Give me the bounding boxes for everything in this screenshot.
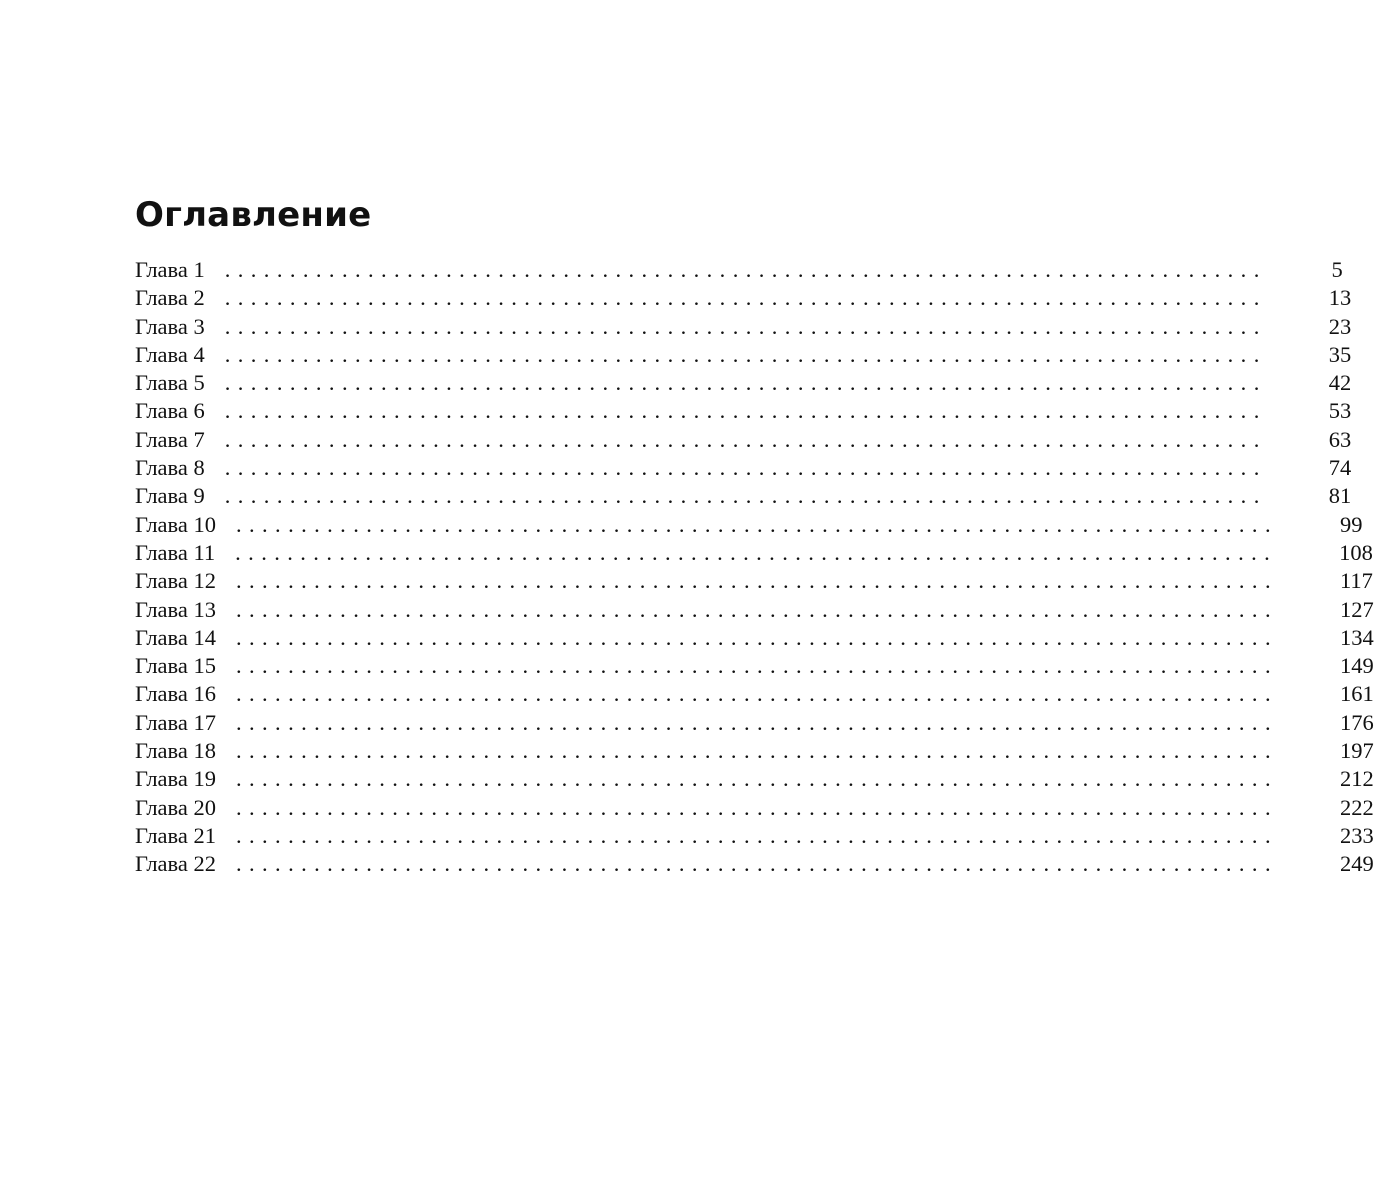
toc-entry-page-number: 117 xyxy=(1339,568,1373,594)
toc-entry-page-number: 222 xyxy=(1339,794,1374,820)
dot-leader: ................................................................................ xyxy=(235,624,1278,650)
toc-entry[interactable] xyxy=(135,341,1352,369)
toc-entry-page-number: 149 xyxy=(1339,653,1374,679)
dot-leader: ................................................................................ xyxy=(235,653,1278,679)
toc-entry-label: Глава 9 xyxy=(135,483,205,509)
toc-entry-label: Глава 3 xyxy=(135,313,205,339)
toc-entry[interactable] xyxy=(135,256,1343,284)
toc-entry[interactable] xyxy=(135,709,1374,737)
toc-entry[interactable] xyxy=(135,369,1352,397)
dot-leader: ................................................................................ xyxy=(235,681,1278,707)
toc-entry-page-number: 212 xyxy=(1339,766,1374,792)
dot-leader: ................................................................................ xyxy=(224,285,1267,311)
toc-entry-page-number: 63 xyxy=(1328,426,1352,452)
toc-entry-page-number: 108 xyxy=(1339,539,1373,565)
toc-entry[interactable] xyxy=(135,850,1374,878)
toc-entry[interactable] xyxy=(135,737,1374,765)
toc-entry[interactable] xyxy=(135,511,1363,539)
toc-entry-label: Глава 6 xyxy=(135,398,205,424)
dot-leader: ................................................................................ xyxy=(235,596,1278,622)
toc-entry-page-number: 35 xyxy=(1328,341,1352,367)
toc-entry-page-number: 23 xyxy=(1328,313,1352,339)
dot-leader: ................................................................................ xyxy=(235,511,1278,537)
toc-entry-label: Глава 20 xyxy=(135,794,216,820)
toc-entry-label: Глава 17 xyxy=(135,709,216,735)
toc-entry-page-number: 249 xyxy=(1339,851,1374,877)
toc-entry-label: Глава 5 xyxy=(135,370,205,396)
toc-entry-label: Глава 21 xyxy=(135,822,216,848)
toc-entry-label: Глава 2 xyxy=(135,285,205,311)
dot-leader: ................................................................................ xyxy=(224,483,1267,509)
dot-leader: ................................................................................ xyxy=(235,568,1278,594)
toc-entry-label: Глава 12 xyxy=(135,568,216,594)
dot-leader: ................................................................................ xyxy=(224,455,1267,481)
toc-entry[interactable] xyxy=(135,596,1374,624)
dot-leader: ................................................................................ xyxy=(235,539,1278,565)
toc-entry[interactable] xyxy=(135,454,1352,482)
dot-leader: ................................................................................ xyxy=(235,822,1278,848)
toc-entry[interactable] xyxy=(135,567,1373,595)
toc-entry-page-number: 161 xyxy=(1339,681,1374,707)
toc-entry-page-number: 197 xyxy=(1339,738,1374,764)
toc-entry-label: Глава 10 xyxy=(135,511,216,537)
dot-leader: ................................................................................ xyxy=(224,426,1267,452)
toc-entry-page-number: 99 xyxy=(1339,511,1363,537)
toc-entry[interactable] xyxy=(135,284,1352,312)
toc-entry-page-number: 74 xyxy=(1328,455,1352,481)
toc-entry-label: Глава 18 xyxy=(135,738,216,764)
toc-entry-page-number: 233 xyxy=(1339,822,1374,848)
toc-entry-page-number: 127 xyxy=(1339,596,1374,622)
dot-leader: ................................................................................ xyxy=(224,313,1267,339)
dot-leader: ................................................................................ xyxy=(224,398,1267,424)
toc-entry-label: Глава 11 xyxy=(135,539,216,565)
dot-leader: ................................................................................ xyxy=(235,709,1278,735)
toc-entry-label: Глава 7 xyxy=(135,426,205,452)
toc-entry-label: Глава 13 xyxy=(135,596,216,622)
toc-entry[interactable] xyxy=(135,539,1373,567)
toc-title: Оглавление xyxy=(135,195,372,235)
toc-entry-label: Глава 14 xyxy=(135,624,216,650)
toc-entry[interactable] xyxy=(135,680,1374,708)
dot-leader: ................................................................................ xyxy=(224,341,1267,367)
toc-entry-label: Глава 15 xyxy=(135,653,216,679)
toc-entry-page-number: 13 xyxy=(1328,285,1352,311)
toc-entry-label: Глава 4 xyxy=(135,341,205,367)
dot-leader: ................................................................................ xyxy=(235,794,1278,820)
dot-leader: ................................................................................ xyxy=(224,257,1267,282)
toc-entry-page-number: 81 xyxy=(1328,483,1352,509)
toc-list xyxy=(135,256,1374,879)
toc-entry-page-number: 53 xyxy=(1328,398,1352,424)
toc-entry[interactable] xyxy=(135,794,1374,822)
toc-entry[interactable] xyxy=(135,822,1374,850)
toc-entry-label: Глава 1 xyxy=(135,257,205,282)
toc-entry[interactable] xyxy=(135,426,1352,454)
toc-entry[interactable] xyxy=(135,397,1352,425)
toc-entry-page-number: 42 xyxy=(1328,370,1352,396)
toc-entry[interactable] xyxy=(135,624,1374,652)
toc-entry[interactable] xyxy=(135,482,1352,510)
toc-entry-label: Глава 8 xyxy=(135,455,205,481)
toc-entry-page-number: 134 xyxy=(1339,624,1374,650)
toc-entry-label: Глава 16 xyxy=(135,681,216,707)
toc-entry-label: Глава 19 xyxy=(135,766,216,792)
toc-entry[interactable] xyxy=(135,652,1374,680)
toc-entry-page-number: 5 xyxy=(1331,257,1343,282)
dot-leader: ................................................................................ xyxy=(235,738,1278,764)
toc-entry[interactable] xyxy=(135,313,1352,341)
dot-leader: ................................................................................ xyxy=(235,766,1278,792)
toc-entry[interactable] xyxy=(135,765,1374,793)
dot-leader: ................................................................................ xyxy=(224,370,1267,396)
toc-entry-label: Глава 22 xyxy=(135,851,216,877)
dot-leader: ................................................................................ xyxy=(235,851,1278,877)
toc-entry-page-number: 176 xyxy=(1339,709,1374,735)
